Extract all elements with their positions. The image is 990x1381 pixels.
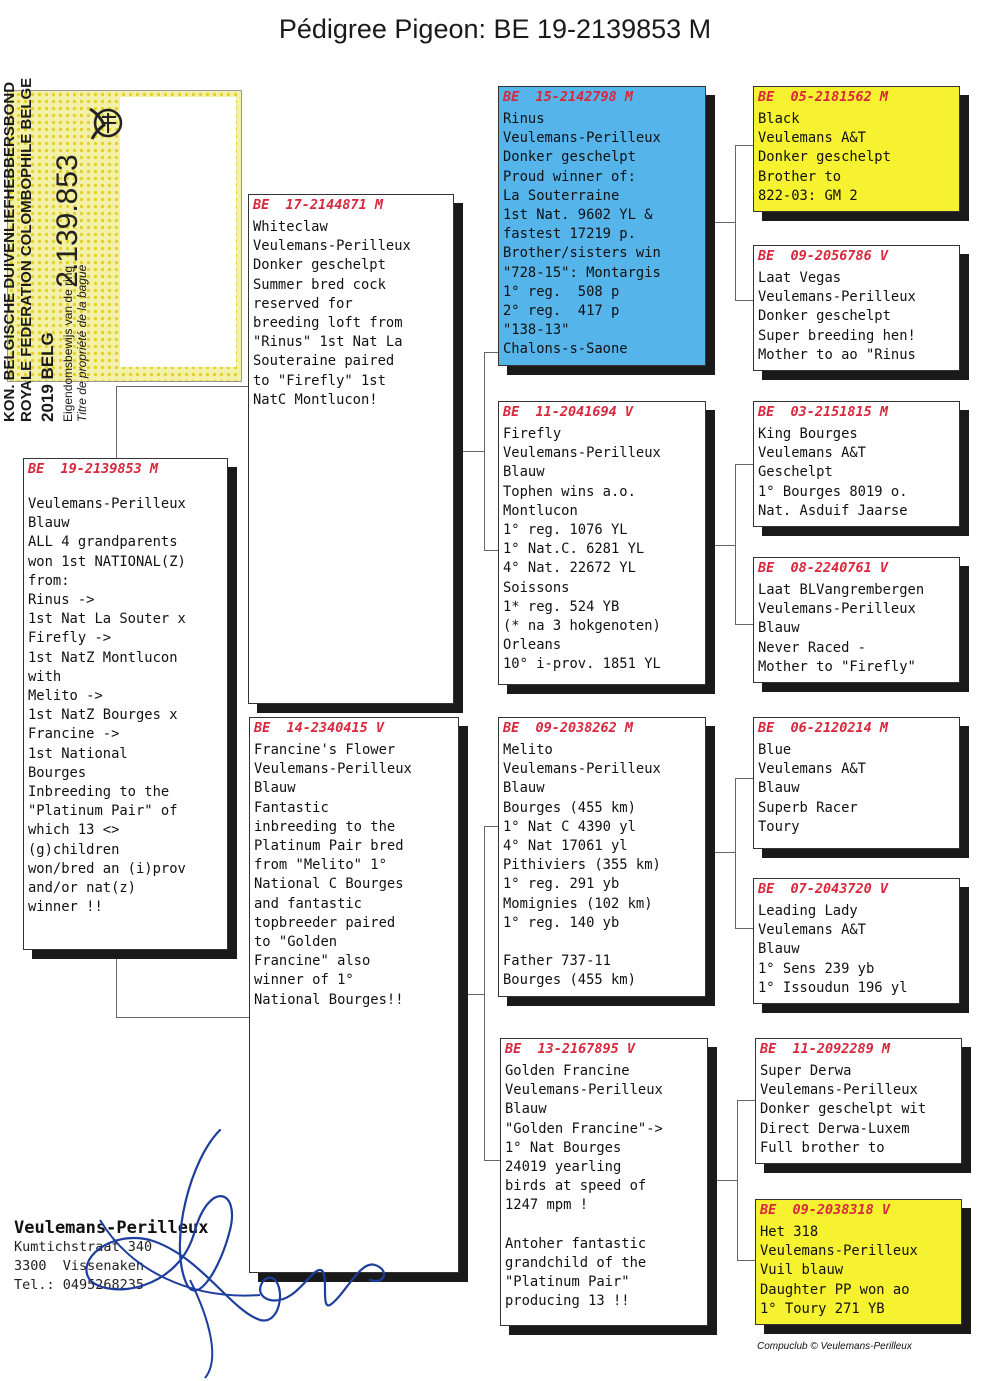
connector-line	[713, 852, 736, 853]
ring-code: BE 05-2181562 M	[758, 89, 889, 105]
connector-line	[484, 550, 499, 551]
connector-line	[735, 778, 736, 928]
pigeon-details: Super Derwa Veulemans-Perilleux Donker geschelpt wit Direct Derwa-Luxem Full brother to	[760, 1063, 927, 1156]
pigeon-details: Francine's Flower Veulemans-Perilleux Blauw Fantastic inbreeding to the Platinum Pair bred from "Melito" 1° National C Bourges and fantastic topbreeder paired to "Golden Francine" also winner of 1° National Bourges!!	[254, 742, 412, 1008]
pedigree-card-sire-sire-dam	[753, 245, 960, 371]
pigeon-details: Firefly Veulemans-Perilleux Blauw Tophen wins a.o. Montlucon 1° reg. 1076 YL 1° Nat.C. 6281 YL 4° Nat. 22672 YL Soissons 1* reg. 524 YB (* na 3 hokgenoten) Orleans 10° i-prov. 1851 YL	[503, 426, 661, 673]
pigeon-details: Rinus Veulemans-Perilleux Donker geschelpt Proud winner of: La Souterraine 1st Nat. 9602 YL & fastest 17219 p. Brother/sisters win "728-15": Montargis 1° reg. 508 p 2° reg. 417 p "138-13" Chalons-s-Saone	[503, 111, 661, 358]
connector-line	[737, 1100, 755, 1101]
pedigree-card-sire	[248, 194, 454, 704]
ring-code: BE 09-2038318 V	[760, 1202, 891, 1218]
pigeon-details: Whiteclaw Veulemans-Perilleux Donker geschelpt Summer bred cock reserved for breeding loft from "Rinus" 1st Nat La Souteraine paired to "Firefly" 1st NatC Montlucon!	[253, 219, 411, 408]
connector-line	[735, 778, 753, 779]
pigeon-details: Golden Francine Veulemans-Perilleux Blauw "Golden Francine"-> 1° Nat Bourges 24019 yearling birds at speed of 1247 mpm ! Antoher fantastic grandchild of the "Platinum Pair" producing 13 !!	[505, 1063, 663, 1310]
pigeon-details: Black Veulemans A&T Donker geschelpt Brother to 822-03: GM 2	[758, 111, 891, 204]
pedigree-card-sire-dam	[498, 401, 706, 685]
pigeon-details: Veulemans-Perilleux Blauw ALL 4 grandparents won 1st NATIONAL(Z) from: Rinus -> 1st Nat La Souter x Firefly -> 1st NatZ Montlucon with Melito -> 1st NatZ Bourges x Francine -> 1st National Bourges Inbreeding to the "Platinum Pair" of which 13 <> (g)children won/bred an (i)prov and/or nat(z) winner !!	[28, 496, 186, 916]
pedigree-card-sire-dam-sire	[753, 401, 960, 527]
pigeon-details: Laat Vegas Veulemans-Perilleux Donker geschelpt Super breeding hen! Mother to ao "Rinus	[758, 270, 916, 363]
ring-code: BE 17-2144871 M	[253, 197, 384, 213]
breeder-city: 3300 Vissenaken	[14, 1258, 145, 1274]
breeder-name: Veulemans-Perilleux	[14, 1218, 209, 1238]
ring-code: BE 11-2092289 M	[760, 1041, 891, 1057]
breeder-address: Kumtichstraat 340	[14, 1239, 153, 1255]
pedigree-card-sire-sire	[498, 86, 706, 366]
connector-line	[460, 451, 485, 452]
pedigree-card-sire-dam-dam	[753, 557, 960, 683]
connector-line	[735, 300, 753, 301]
connector-line	[116, 386, 117, 458]
federation-logo-icon	[86, 101, 126, 145]
ring-code: BE 09-2038262 M	[503, 720, 634, 736]
pedigree-card-dam-dam	[500, 1038, 708, 1326]
ring-line-5: Titre de propriété de la bague	[75, 264, 89, 422]
connector-line	[735, 464, 753, 465]
ring-code: BE 07-2043720 V	[758, 881, 889, 897]
connector-line	[484, 1160, 501, 1161]
pedigree-card-sire-sire-sire	[753, 86, 960, 212]
connector-line	[735, 464, 736, 624]
connector-line	[713, 222, 736, 223]
ring-line-2: ROYALE FEDERATION COLOMBOPHILE BELGE	[18, 77, 35, 422]
ring-line-1: KON. BELGISCHE DUIVENLIEFHEBBERSBOND	[1, 81, 18, 422]
connector-line	[484, 352, 499, 353]
signature-icon	[70, 1120, 400, 1380]
page-title: Pédigree Pigeon: BE 19-2139853 M	[278, 14, 712, 44]
pigeon-details: Laat BLVangrembergen Veulemans-Perilleux Blauw Never Raced - Mother to "Firefly"	[758, 582, 925, 675]
pedigree-card-dam-sire-sire	[753, 717, 960, 849]
ring-code: BE 14-2340415 V	[254, 720, 385, 736]
ring-line-4: Eigendomsbewijs van de ring	[61, 265, 75, 422]
connector-line	[116, 386, 249, 387]
connector-line	[737, 1260, 755, 1261]
ring-number: 2.139.853	[51, 154, 84, 288]
ring-code: BE 11-2041694 V	[503, 404, 634, 420]
connector-line	[116, 952, 117, 1018]
ring-code: BE 15-2142798 M	[503, 89, 634, 105]
ring-code: BE 13-2167895 V	[505, 1041, 636, 1057]
connector-line	[116, 1017, 249, 1018]
pigeon-details: Het 318 Veulemans-Perilleux Vuil blauw Daughter PP won ao 1° Toury 271 YB	[760, 1224, 918, 1317]
ring-number-panel	[120, 97, 236, 367]
connector-line	[735, 145, 753, 146]
connector-line	[735, 928, 753, 929]
ring-certificate	[1, 77, 242, 422]
pedigree-card-root	[23, 458, 228, 950]
ring-year: 2019 BELG	[38, 332, 57, 422]
pigeon-details: Melito Veulemans-Perilleux Blauw Bourges (455 km) 1° Nat C 4390 yl 4° Nat 17061 yl Pithiviers (355 km) 1° reg. 291 yb Momignies (102 km) 1° reg. 140 yb Father 737-11 Bourges (455 km)	[503, 742, 661, 989]
connector-line	[484, 826, 499, 827]
connector-line	[465, 994, 485, 995]
pedigree-card-dam-dam-dam	[755, 1199, 962, 1325]
pigeon-details: Leading Lady Veulemans A&T Blauw 1° Sens 239 yb 1° Issoudun 196 yl	[758, 903, 908, 996]
pedigree-card-dam-dam-sire	[755, 1038, 962, 1164]
ring-code: BE 19-2139853 M	[28, 461, 159, 477]
pedigree-card-dam-sire-dam	[753, 878, 960, 1004]
ring-code: BE 09-2056786 V	[758, 248, 889, 264]
connector-line	[484, 826, 485, 1160]
ring-code: BE 08-2240761 V	[758, 560, 889, 576]
pigeon-details: Blue Veulemans A&T Blauw Superb Racer Toury	[758, 742, 866, 835]
ring-code: BE 03-2151815 M	[758, 404, 889, 420]
connector-line	[713, 545, 736, 546]
footer-credit: Compuclub © Veulemans-Perilleux	[757, 1341, 912, 1352]
breeder-phone: Tel.: 0495268235	[14, 1277, 145, 1293]
pedigree-card-dam-sire	[498, 717, 706, 997]
pigeon-details: King Bourges Veulemans A&T Geschelpt 1° Bourges 8019 o. Nat. Asduif Jaarse	[758, 426, 908, 519]
connector-line	[735, 624, 753, 625]
ring-code: BE 06-2120214 M	[758, 720, 889, 736]
connector-line	[715, 1180, 738, 1181]
